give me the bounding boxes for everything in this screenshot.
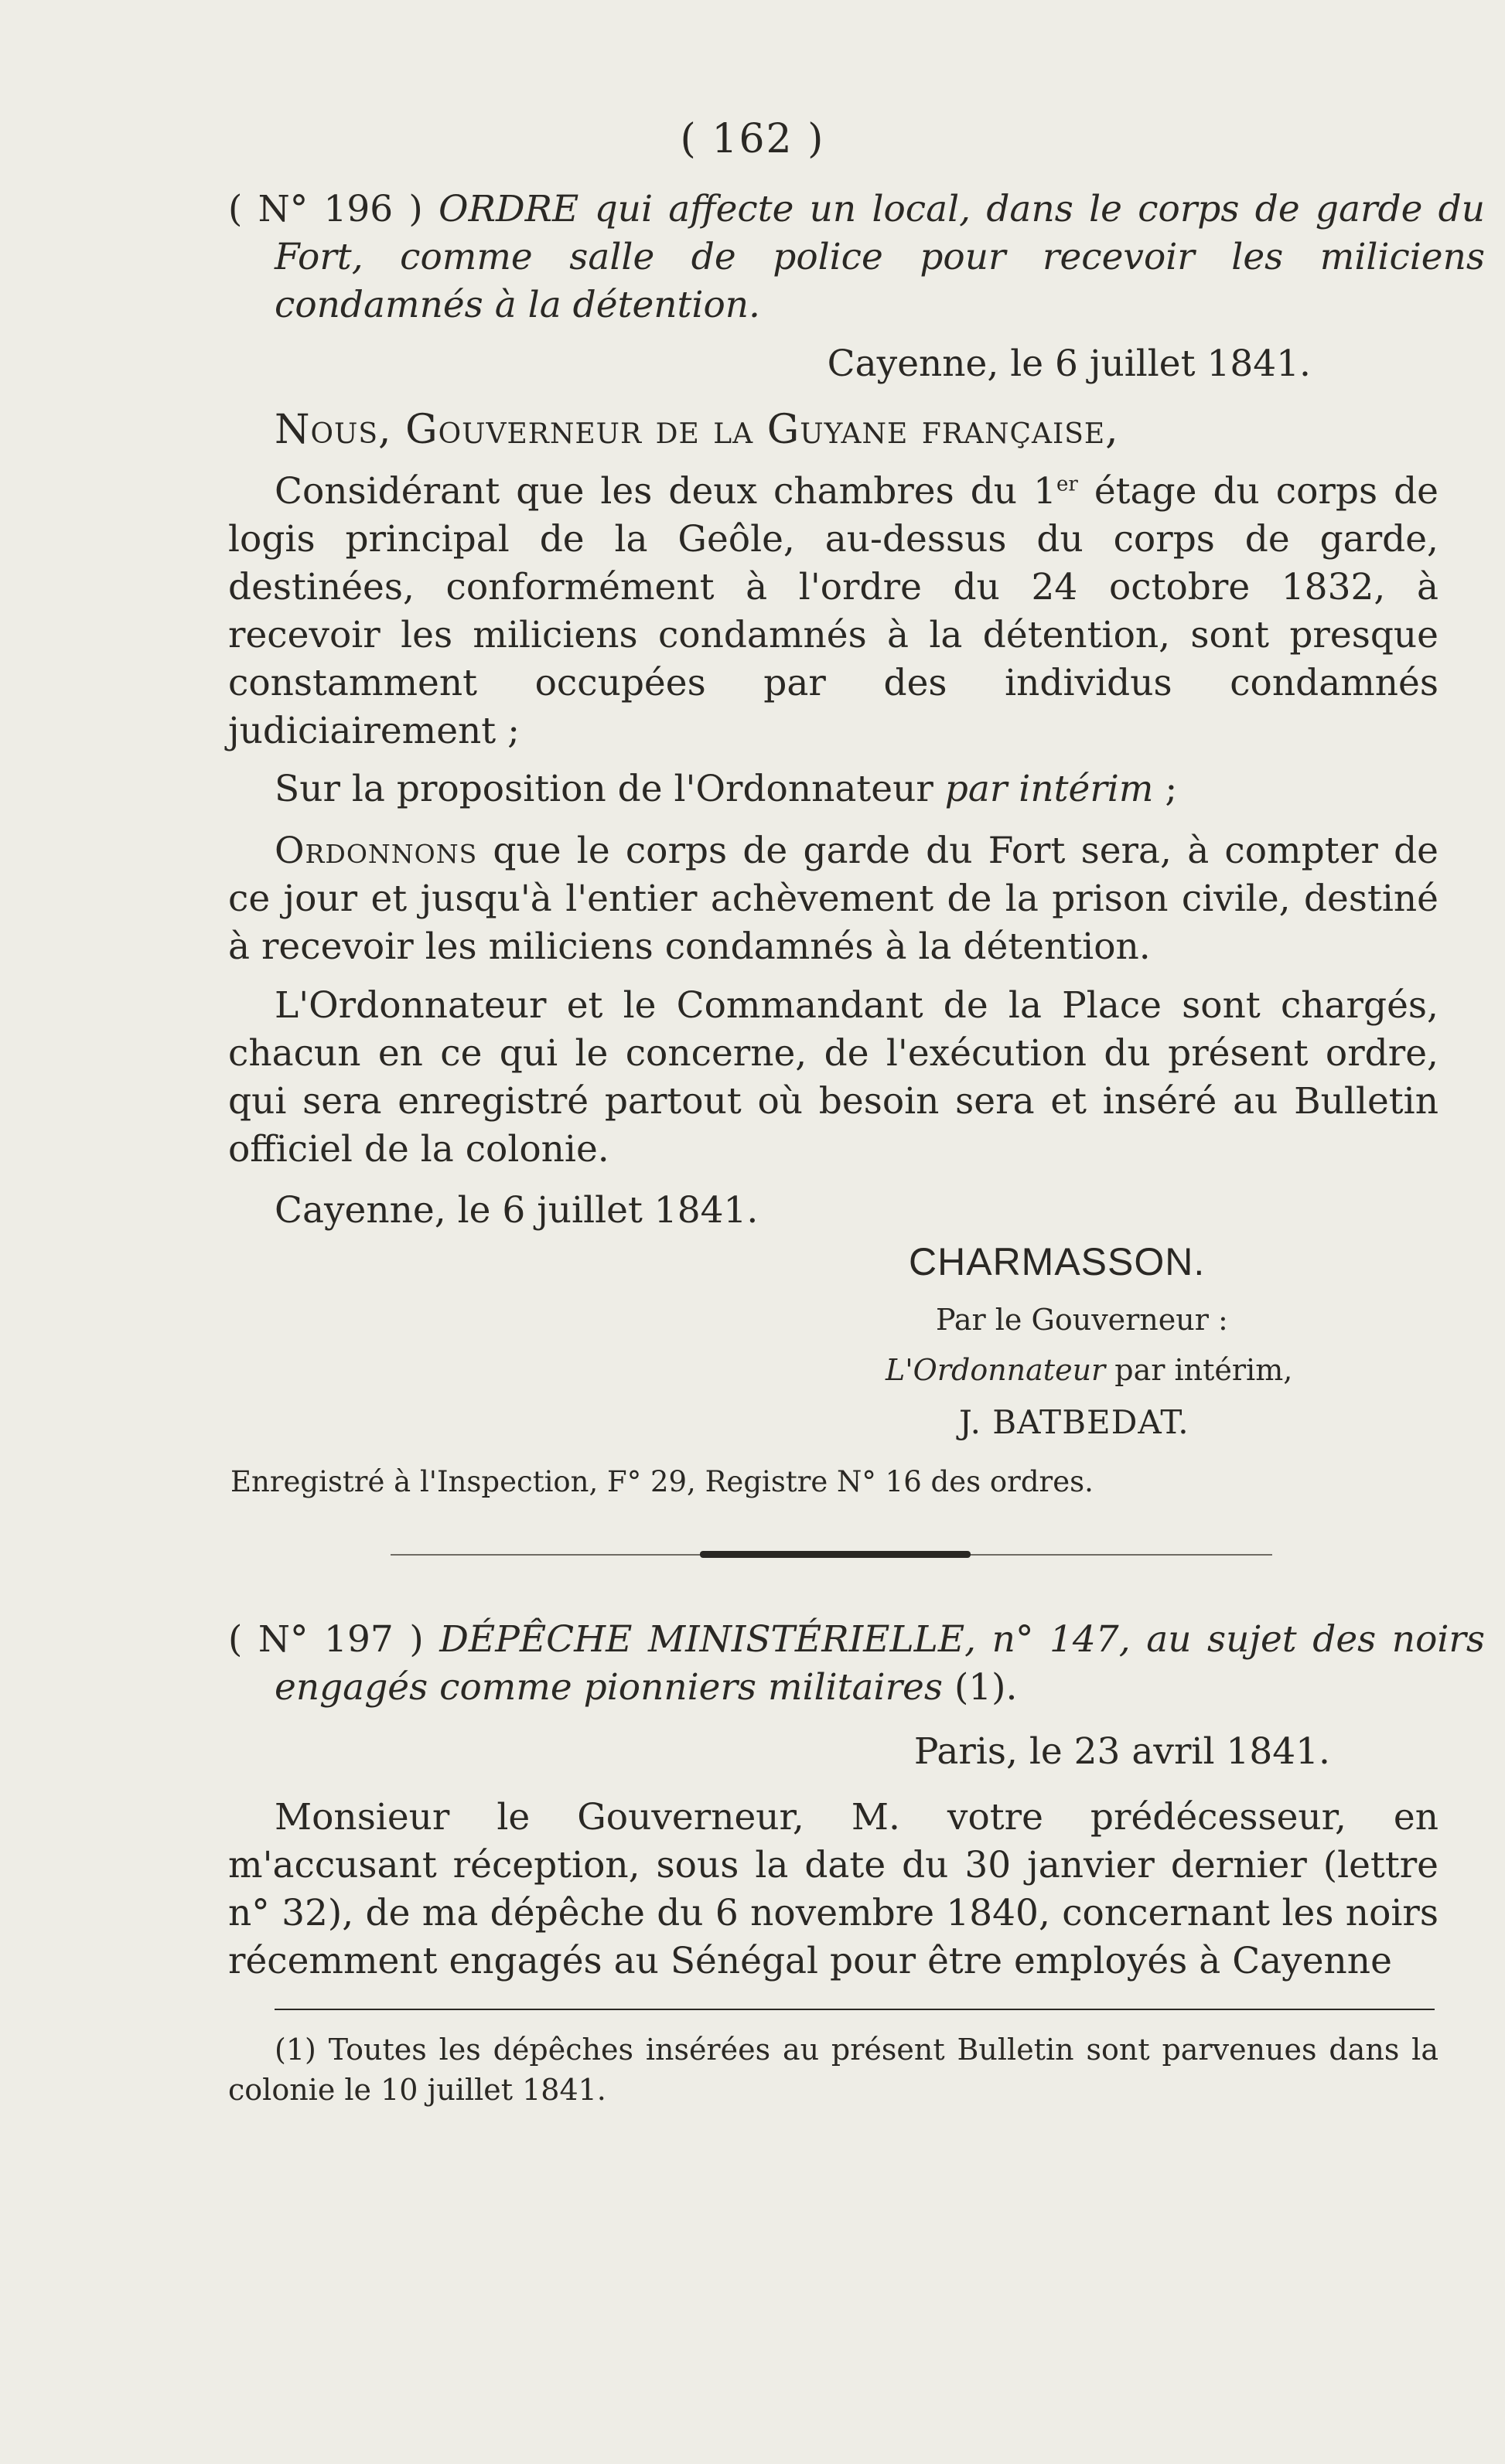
par-le-gouverneur: Par le Gouverneur : [936,1303,1228,1337]
order-196-charge: L'Ordonnateur et le Commandant de la Place sont chargés, chacun en ce qui le concerne, de l'exécution du présent ordre, qui sera enregistré partout où besoin sera et inséré au Bulletin officiel de la colonie. [228,984,1438,1171]
ordonnateur-line: L'Ordonnateur par intérim, [886,1353,1293,1387]
separator-rule-center [700,1551,971,1558]
depeche-197-dateline: Paris, le 23 avril 1841. [913,1730,1330,1773]
footnote-rule [275,2009,1435,2010]
order-196-registration: Enregistré à l'Inspection, F° 29, Registre N° 16 des ordres. [230,1465,1094,1498]
depeche-197-title: DÉPÊCHE MINISTÉRIELLE, n° 147, au sujet des noirs engagés comme pionniers militaires [275,1618,1485,1709]
order-196-title: ORDRE qui affecte un local, dans le corps de garde du Fort, comme salle de police pour recevoir les miliciens condamnés à la détention. [275,188,1485,326]
page-number: ( 162 ) [680,116,825,162]
order-196-signature: CHARMASSON. [909,1240,1206,1283]
order-196-nous: Nous, Gouverneur de la Guyane française, [275,407,1119,453]
depeche-197-note-ref: (1). [943,1666,1018,1709]
order-196-proposition: Sur la proposition de l'Ordonnateur par intérim ; [275,768,1178,810]
depeche-197-heading [228,1616,1485,1712]
order-196-heading [228,186,1485,329]
order-196-ordonnons: Ordonnons que le corps de garde du Fort sera, à compter de ce jour et jusqu'à l'entier achèvement de la prison civile, destiné à recevoir les miliciens condamnés à la détention. [228,830,1438,968]
footnote: (1) Toutes les dépêches insérées au présent Bulletin sont parvenues dans la colonie le 10 juillet 1841. [228,2033,1438,2107]
order-196-number: ( N° 196 ) [228,188,423,230]
depeche-197-body: Monsieur le Gouverneur, M. votre prédécesseur, en m'accusant réception, sous la date du 30 janvier dernier (lettre n° 32), de ma dépêche du 6 novembre 1840, concernant les noirs récemment engagés au Sénégal pour être employés à Cayenne [228,1796,1438,1982]
order-196-countersign: J. BATBEDAT. [959,1403,1189,1441]
order-196-considerant: Considérant que les deux chambres du 1er étage du corps de logis principal de la Geôle, au-dessus du corps de garde, destinées, conformément à l'ordre du 24 octobre 1832, à recevoir les miliciens condamnés à la détention, sont presque constamment occupées par des individus condamnés judiciairement ; [228,470,1438,752]
order-196-place-date: Cayenne, le 6 juillet 1841. [275,1189,759,1232]
depeche-197-number: ( N° 197 ) [228,1618,424,1661]
order-196-dateline: Cayenne, le 6 juillet 1841. [827,343,1311,385]
